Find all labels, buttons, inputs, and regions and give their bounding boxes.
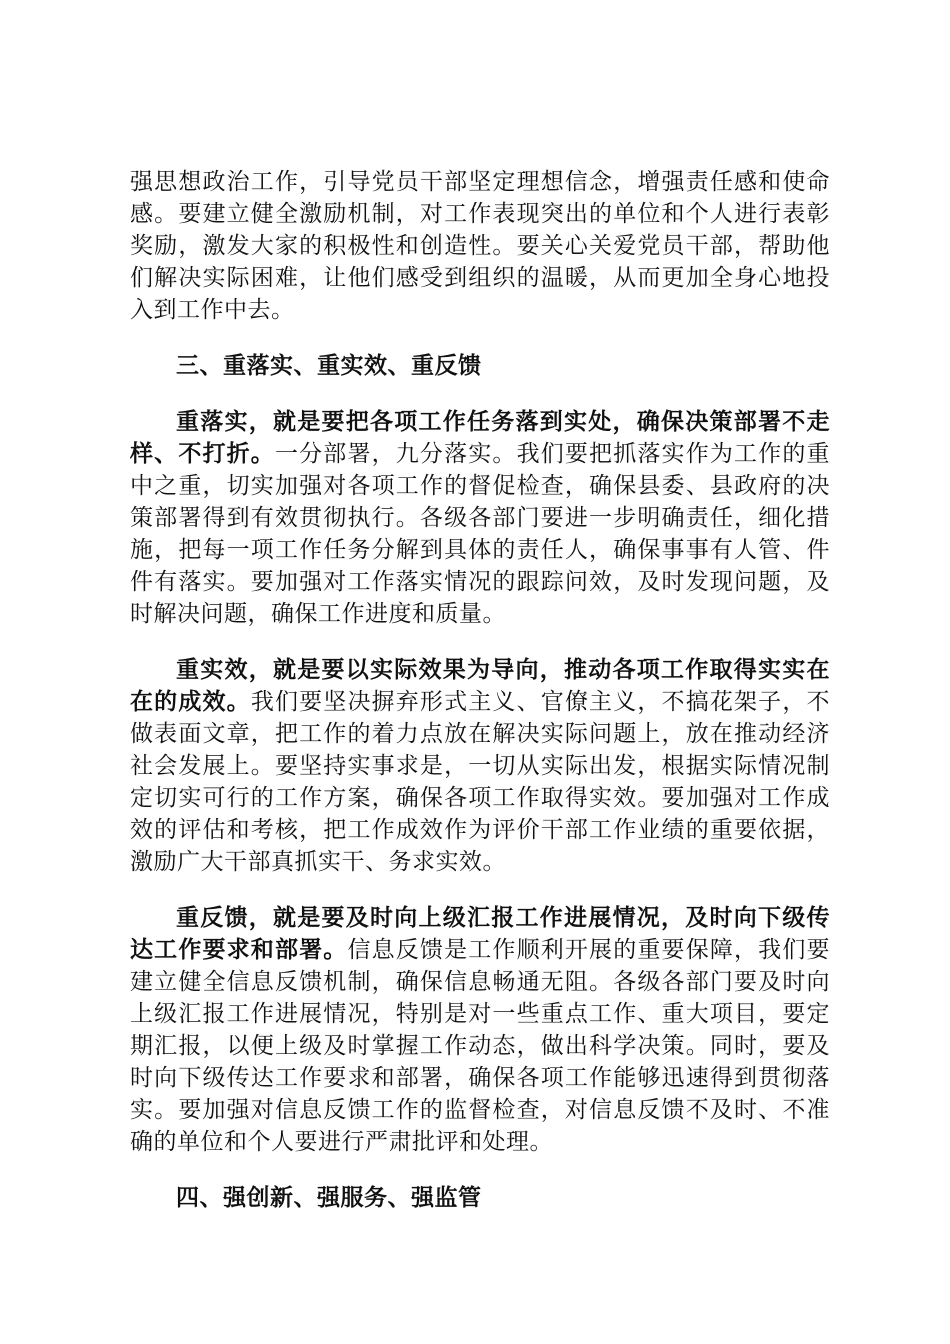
paragraph-shixiao-body: 我们要坚决摒弃形式主义、官僚主义，不搞花架子，不做表面文章，把工作的着力点放在解决实际问题上，放在推动经济社会发展上。要坚持实事求是，一切从实际出发，根据实际情况制定切实可行的工作方案，确保各项工作取得实效。要加强对工作成效的评估和考核，把工作成效作为评价干部工作业绩的重要依据，激励广大干部真抓实干、务求实效。: [130, 689, 831, 875]
paragraph-fankui: [130, 902, 830, 1158]
paragraph-luoshi-lead: 重落实，就是要把各项工作任务落到实处，确保决策部署不走样、不打折。: [130, 408, 830, 467]
paragraph-shixiao: [130, 654, 830, 878]
paragraph-fankui-body: 信息反馈是工作顺利开展的重要保障，我们要建立健全信息反馈机制，确保信息畅通无阻。各级各部门要及时向上级汇报工作进展情况，特别是对一些重点工作、重大项目，要定期汇报，以便上级及时掌握工作动态，做出科学决策。同时，要及时向下级传达工作要求和部署，确保各项工作能够迅速得到贯彻落实。要加强对信息反馈工作的监督检查，对信息反馈不及时、不准确的单位和个人要进行严肃批评和处理。: [130, 937, 831, 1155]
paragraph-continued: 强思想政治工作，引导党员干部坚定理想信念，增强责任感和使命感。要建立健全激励机制，对工作表现突出的单位和个人进行表彰奖励，激发大家的积极性和创造性。要关心关爱党员干部，帮助他们解决实际困难，让他们感受到组织的温暖，从而更加全身心地投入到工作中去。: [130, 169, 830, 323]
document-body: [130, 166, 830, 1238]
section-4-heading: 四、强创新、强服务、强监管: [176, 1184, 482, 1211]
paragraph-luoshi-body: 一分部署，九分落实。我们要把抓落实作为工作的重中之重，切实加强对各项工作的督促检查，确保县委、县政府的决策部署得到有效贯彻执行。各级各部门要进一步明确责任，细化措施，把每一项工作任务分解到具体的责任人，确保事事有人管、件件有落实。要加强对工作落实情况的跟踪问效，及时发现问题，及时解决问题，确保工作进度和质量。: [130, 441, 831, 627]
paragraph-fankui-lead: 重反馈，就是要及时向上级汇报工作进展情况，及时向下级传达工作要求和部署。: [130, 904, 830, 963]
paragraph-luoshi: [130, 406, 830, 630]
paragraph-shixiao-lead: 重实效，就是要以实际效果为导向，推动各项工作取得实实在在的成效。: [130, 656, 830, 715]
section-3-heading: 三、重落实、重实效、重反馈: [176, 352, 482, 379]
